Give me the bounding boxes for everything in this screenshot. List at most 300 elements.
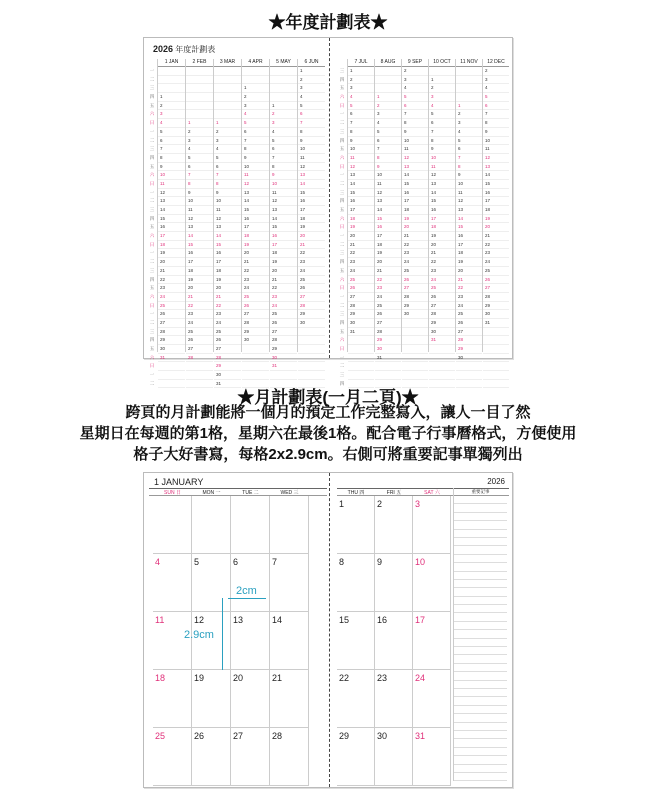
day-cell[interactable]: 26 xyxy=(158,310,185,319)
day-cell[interactable] xyxy=(158,362,185,371)
day-cell[interactable]: 9 xyxy=(270,171,297,180)
day-cell[interactable]: 8 xyxy=(214,180,241,189)
day-cell[interactable]: 12 xyxy=(483,154,509,163)
memo-line[interactable] xyxy=(454,555,507,563)
day-cell[interactable]: 24 xyxy=(298,267,325,276)
day-cell[interactable]: 29 xyxy=(270,345,297,354)
day-cell[interactable]: 1 xyxy=(214,119,241,128)
day-cell[interactable]: 10 xyxy=(402,137,428,146)
day-cell[interactable]: 3 xyxy=(270,119,297,128)
day-cell[interactable]: 16 xyxy=(186,249,213,258)
day-cell[interactable]: 21 xyxy=(402,232,428,241)
day-cell[interactable] xyxy=(456,93,482,102)
day-cell[interactable]: 27 xyxy=(242,310,269,319)
day-cell[interactable]: 19 xyxy=(402,215,428,224)
day-cell[interactable]: 18 xyxy=(483,206,509,215)
day-cell[interactable]: 2 xyxy=(214,128,241,137)
day-cell[interactable]: 24 xyxy=(214,319,241,328)
calendar-day-cell[interactable] xyxy=(192,670,231,728)
day-cell[interactable]: 27 xyxy=(158,319,185,328)
day-cell[interactable] xyxy=(402,354,428,363)
day-cell[interactable]: 6 xyxy=(186,163,213,172)
memo-line[interactable] xyxy=(454,647,507,655)
day-cell[interactable]: 28 xyxy=(402,293,428,302)
day-cell[interactable]: 5 xyxy=(402,93,428,102)
day-cell[interactable]: 2 xyxy=(158,102,185,111)
day-cell[interactable]: 18 xyxy=(375,241,401,250)
day-cell[interactable]: 6 xyxy=(242,128,269,137)
day-cell[interactable]: 14 xyxy=(456,215,482,224)
day-cell[interactable] xyxy=(375,76,401,85)
day-cell[interactable]: 20 xyxy=(158,258,185,267)
day-cell[interactable]: 24 xyxy=(242,284,269,293)
calendar-day-cell[interactable] xyxy=(270,670,309,728)
day-cell[interactable] xyxy=(483,336,509,345)
day-cell[interactable]: 15 xyxy=(429,197,455,206)
day-cell[interactable] xyxy=(186,67,213,76)
day-cell[interactable]: 2 xyxy=(375,102,401,111)
day-cell[interactable] xyxy=(348,345,374,354)
day-cell[interactable]: 12 xyxy=(429,171,455,180)
day-cell[interactable]: 22 xyxy=(186,302,213,311)
day-cell[interactable]: 21 xyxy=(186,293,213,302)
day-cell[interactable] xyxy=(348,371,374,380)
memo-line[interactable] xyxy=(454,639,507,647)
memo-line[interactable] xyxy=(454,513,507,521)
day-cell[interactable] xyxy=(483,362,509,371)
day-cell[interactable] xyxy=(483,354,509,363)
day-cell[interactable]: 9 xyxy=(429,145,455,154)
day-cell[interactable]: 25 xyxy=(242,293,269,302)
day-cell[interactable] xyxy=(270,67,297,76)
day-cell[interactable]: 9 xyxy=(298,137,325,146)
day-cell[interactable]: 18 xyxy=(186,267,213,276)
day-cell[interactable]: 4 xyxy=(429,102,455,111)
day-cell[interactable]: 20 xyxy=(348,232,374,241)
day-cell[interactable]: 19 xyxy=(429,232,455,241)
day-cell[interactable]: 15 xyxy=(242,206,269,215)
day-cell[interactable] xyxy=(186,110,213,119)
day-cell[interactable]: 17 xyxy=(214,258,241,267)
memo-line[interactable] xyxy=(454,739,507,747)
day-cell[interactable]: 13 xyxy=(298,171,325,180)
day-cell[interactable]: 31 xyxy=(270,362,297,371)
day-cell[interactable] xyxy=(402,345,428,354)
day-cell[interactable]: 21 xyxy=(214,293,241,302)
day-cell[interactable]: 6 xyxy=(270,145,297,154)
day-cell[interactable]: 24 xyxy=(456,302,482,311)
day-cell[interactable]: 2 xyxy=(298,76,325,85)
memo-line[interactable] xyxy=(454,681,507,689)
day-cell[interactable]: 24 xyxy=(186,319,213,328)
day-cell[interactable]: 31 xyxy=(375,354,401,363)
day-cell[interactable]: 11 xyxy=(375,180,401,189)
day-cell[interactable] xyxy=(298,362,325,371)
day-cell[interactable]: 4 xyxy=(214,145,241,154)
calendar-day-cell[interactable] xyxy=(231,496,270,554)
day-cell[interactable]: 5 xyxy=(158,128,185,137)
day-cell[interactable] xyxy=(456,67,482,76)
day-cell[interactable]: 19 xyxy=(186,276,213,285)
day-cell[interactable]: 15 xyxy=(483,180,509,189)
day-cell[interactable]: 17 xyxy=(158,232,185,241)
calendar-day-cell[interactable] xyxy=(231,612,270,670)
calendar-day-cell[interactable] xyxy=(375,554,413,612)
day-cell[interactable]: 4 xyxy=(242,110,269,119)
day-cell[interactable]: 25 xyxy=(429,284,455,293)
calendar-day-cell[interactable] xyxy=(153,496,192,554)
day-cell[interactable]: 7 xyxy=(483,110,509,119)
day-cell[interactable]: 18 xyxy=(158,241,185,250)
day-cell[interactable]: 25 xyxy=(186,328,213,337)
day-cell[interactable] xyxy=(456,362,482,371)
day-cell[interactable]: 28 xyxy=(186,354,213,363)
memo-line[interactable] xyxy=(454,496,507,504)
day-cell[interactable]: 18 xyxy=(242,232,269,241)
day-cell[interactable]: 25 xyxy=(402,267,428,276)
day-cell[interactable]: 26 xyxy=(270,319,297,328)
day-cell[interactable]: 28 xyxy=(348,302,374,311)
memo-line[interactable] xyxy=(454,538,507,546)
calendar-day-cell[interactable] xyxy=(270,728,309,786)
memo-line[interactable] xyxy=(454,748,507,756)
day-cell[interactable]: 7 xyxy=(158,145,185,154)
day-cell[interactable] xyxy=(270,76,297,85)
day-cell[interactable]: 22 xyxy=(375,276,401,285)
day-cell[interactable] xyxy=(298,354,325,363)
day-cell[interactable]: 27 xyxy=(348,293,374,302)
day-cell[interactable]: 23 xyxy=(214,310,241,319)
day-cell[interactable]: 3 xyxy=(402,76,428,85)
day-cell[interactable]: 7 xyxy=(242,137,269,146)
day-cell[interactable]: 28 xyxy=(483,293,509,302)
calendar-day-cell[interactable] xyxy=(337,554,375,612)
day-cell[interactable]: 25 xyxy=(270,310,297,319)
day-cell[interactable]: 8 xyxy=(158,154,185,163)
day-cell[interactable]: 5 xyxy=(270,137,297,146)
day-cell[interactable] xyxy=(348,354,374,363)
day-cell[interactable]: 31 xyxy=(483,319,509,328)
memo-line[interactable] xyxy=(454,622,507,630)
day-cell[interactable]: 17 xyxy=(186,258,213,267)
day-cell[interactable]: 31 xyxy=(429,336,455,345)
day-cell[interactable]: 7 xyxy=(402,110,428,119)
day-cell[interactable]: 16 xyxy=(429,206,455,215)
day-cell[interactable]: 14 xyxy=(186,232,213,241)
day-cell[interactable]: 10 xyxy=(158,171,185,180)
day-cell[interactable]: 15 xyxy=(214,241,241,250)
day-cell[interactable]: 8 xyxy=(456,163,482,172)
day-cell[interactable]: 22 xyxy=(214,302,241,311)
day-cell[interactable] xyxy=(456,76,482,85)
day-cell[interactable]: 6 xyxy=(456,145,482,154)
day-cell[interactable] xyxy=(298,328,325,337)
day-cell[interactable]: 12 xyxy=(456,197,482,206)
day-cell[interactable]: 22 xyxy=(270,284,297,293)
day-cell[interactable]: 15 xyxy=(375,215,401,224)
day-cell[interactable] xyxy=(375,84,401,93)
calendar-day-cell[interactable] xyxy=(153,728,192,786)
day-cell[interactable]: 1 xyxy=(186,119,213,128)
day-cell[interactable]: 14 xyxy=(348,180,374,189)
day-cell[interactable]: 8 xyxy=(186,180,213,189)
day-cell[interactable]: 27 xyxy=(483,284,509,293)
day-cell[interactable]: 15 xyxy=(402,180,428,189)
memo-line[interactable] xyxy=(454,597,507,605)
day-cell[interactable]: 17 xyxy=(298,206,325,215)
day-cell[interactable]: 14 xyxy=(298,180,325,189)
day-cell[interactable]: 20 xyxy=(242,249,269,258)
day-cell[interactable]: 29 xyxy=(456,345,482,354)
day-cell[interactable]: 3 xyxy=(375,110,401,119)
day-cell[interactable]: 26 xyxy=(429,293,455,302)
day-cell[interactable]: 24 xyxy=(348,267,374,276)
day-cell[interactable]: 2 xyxy=(483,67,509,76)
day-cell[interactable]: 9 xyxy=(242,154,269,163)
memo-line[interactable] xyxy=(454,605,507,613)
day-cell[interactable]: 22 xyxy=(402,241,428,250)
day-cell[interactable]: 30 xyxy=(270,354,297,363)
day-cell[interactable] xyxy=(158,76,185,85)
day-cell[interactable]: 2 xyxy=(242,93,269,102)
day-cell[interactable] xyxy=(483,345,509,354)
day-cell[interactable] xyxy=(483,328,509,337)
day-cell[interactable]: 14 xyxy=(402,171,428,180)
day-cell[interactable]: 19 xyxy=(348,223,374,232)
day-cell[interactable]: 23 xyxy=(158,284,185,293)
day-cell[interactable]: 5 xyxy=(375,128,401,137)
day-cell[interactable]: 19 xyxy=(456,258,482,267)
day-cell[interactable] xyxy=(214,102,241,111)
calendar-day-cell[interactable] xyxy=(153,554,192,612)
day-cell[interactable] xyxy=(214,110,241,119)
day-cell[interactable]: 29 xyxy=(298,310,325,319)
day-cell[interactable]: 27 xyxy=(298,293,325,302)
day-cell[interactable]: 25 xyxy=(158,302,185,311)
day-cell[interactable]: 11 xyxy=(214,206,241,215)
day-cell[interactable]: 16 xyxy=(270,232,297,241)
day-cell[interactable] xyxy=(456,84,482,93)
day-cell[interactable] xyxy=(456,371,482,380)
day-cell[interactable]: 30 xyxy=(429,328,455,337)
day-cell[interactable]: 11 xyxy=(270,189,297,198)
day-cell[interactable]: 4 xyxy=(270,128,297,137)
calendar-day-cell[interactable] xyxy=(192,554,231,612)
day-cell[interactable] xyxy=(375,371,401,380)
day-cell[interactable] xyxy=(429,371,455,380)
calendar-day-cell[interactable] xyxy=(192,496,231,554)
day-cell[interactable]: 26 xyxy=(214,336,241,345)
calendar-day-cell[interactable] xyxy=(413,728,451,786)
day-cell[interactable]: 17 xyxy=(483,197,509,206)
day-cell[interactable]: 16 xyxy=(348,197,374,206)
day-cell[interactable] xyxy=(298,345,325,354)
day-cell[interactable]: 16 xyxy=(214,249,241,258)
memo-line[interactable] xyxy=(454,563,507,571)
day-cell[interactable]: 19 xyxy=(483,215,509,224)
memo-line[interactable] xyxy=(454,706,507,714)
day-cell[interactable]: 2 xyxy=(270,110,297,119)
day-cell[interactable]: 16 xyxy=(242,215,269,224)
day-cell[interactable]: 30 xyxy=(298,319,325,328)
day-cell[interactable]: 24 xyxy=(429,276,455,285)
day-cell[interactable]: 18 xyxy=(214,267,241,276)
day-cell[interactable]: 21 xyxy=(483,232,509,241)
day-cell[interactable]: 19 xyxy=(298,223,325,232)
day-cell[interactable]: 20 xyxy=(298,232,325,241)
day-cell[interactable] xyxy=(429,67,455,76)
day-cell[interactable]: 22 xyxy=(242,267,269,276)
day-cell[interactable]: 17 xyxy=(456,241,482,250)
day-cell[interactable]: 29 xyxy=(242,328,269,337)
day-cell[interactable]: 30 xyxy=(348,319,374,328)
day-cell[interactable]: 13 xyxy=(158,197,185,206)
day-cell[interactable] xyxy=(242,362,269,371)
day-cell[interactable]: 1 xyxy=(456,102,482,111)
day-cell[interactable]: 13 xyxy=(348,171,374,180)
day-cell[interactable] xyxy=(158,67,185,76)
day-cell[interactable]: 23 xyxy=(242,276,269,285)
calendar-day-cell[interactable] xyxy=(413,554,451,612)
day-cell[interactable]: 3 xyxy=(186,137,213,146)
day-cell[interactable]: 8 xyxy=(429,137,455,146)
calendar-day-cell[interactable] xyxy=(231,728,270,786)
day-cell[interactable]: 10 xyxy=(186,197,213,206)
day-cell[interactable]: 19 xyxy=(375,249,401,258)
day-cell[interactable]: 1 xyxy=(158,93,185,102)
day-cell[interactable]: 5 xyxy=(298,102,325,111)
day-cell[interactable]: 30 xyxy=(402,310,428,319)
day-cell[interactable]: 16 xyxy=(375,223,401,232)
day-cell[interactable]: 29 xyxy=(483,302,509,311)
calendar-day-cell[interactable] xyxy=(270,554,309,612)
day-cell[interactable]: 7 xyxy=(298,119,325,128)
day-cell[interactable]: 17 xyxy=(429,215,455,224)
calendar-day-cell[interactable] xyxy=(270,496,309,554)
day-cell[interactable]: 22 xyxy=(158,276,185,285)
day-cell[interactable]: 20 xyxy=(402,223,428,232)
day-cell[interactable] xyxy=(402,319,428,328)
day-cell[interactable]: 13 xyxy=(186,223,213,232)
day-cell[interactable]: 2 xyxy=(348,76,374,85)
day-cell[interactable]: 11 xyxy=(298,154,325,163)
day-cell[interactable]: 9 xyxy=(483,128,509,137)
day-cell[interactable]: 3 xyxy=(429,93,455,102)
day-cell[interactable] xyxy=(429,345,455,354)
day-cell[interactable]: 23 xyxy=(402,249,428,258)
day-cell[interactable] xyxy=(242,371,269,380)
day-cell[interactable]: 30 xyxy=(375,345,401,354)
day-cell[interactable]: 19 xyxy=(270,258,297,267)
day-cell[interactable]: 13 xyxy=(242,189,269,198)
day-cell[interactable]: 13 xyxy=(456,206,482,215)
day-cell[interactable]: 8 xyxy=(242,145,269,154)
day-cell[interactable]: 21 xyxy=(158,267,185,276)
day-cell[interactable]: 26 xyxy=(186,336,213,345)
day-cell[interactable] xyxy=(186,84,213,93)
day-cell[interactable]: 10 xyxy=(483,137,509,146)
day-cell[interactable] xyxy=(402,362,428,371)
day-cell[interactable]: 5 xyxy=(214,154,241,163)
day-cell[interactable]: 2 xyxy=(402,67,428,76)
day-cell[interactable]: 7 xyxy=(186,171,213,180)
day-cell[interactable]: 10 xyxy=(348,145,374,154)
day-cell[interactable]: 10 xyxy=(456,180,482,189)
day-cell[interactable]: 12 xyxy=(270,197,297,206)
day-cell[interactable] xyxy=(402,328,428,337)
day-cell[interactable]: 14 xyxy=(483,171,509,180)
day-cell[interactable]: 3 xyxy=(158,110,185,119)
day-cell[interactable]: 23 xyxy=(348,258,374,267)
day-cell[interactable]: 10 xyxy=(429,154,455,163)
calendar-day-cell[interactable] xyxy=(153,612,192,670)
day-cell[interactable]: 8 xyxy=(298,128,325,137)
day-cell[interactable]: 6 xyxy=(402,102,428,111)
day-cell[interactable]: 19 xyxy=(158,249,185,258)
day-cell[interactable]: 26 xyxy=(483,276,509,285)
day-cell[interactable]: 18 xyxy=(270,249,297,258)
day-cell[interactable]: 6 xyxy=(483,102,509,111)
day-cell[interactable]: 12 xyxy=(375,189,401,198)
day-cell[interactable]: 30 xyxy=(214,371,241,380)
day-cell[interactable]: 27 xyxy=(375,319,401,328)
day-cell[interactable]: 20 xyxy=(429,241,455,250)
day-cell[interactable]: 1 xyxy=(429,76,455,85)
day-cell[interactable]: 21 xyxy=(298,241,325,250)
day-cell[interactable]: 1 xyxy=(348,67,374,76)
calendar-day-cell[interactable] xyxy=(192,612,231,670)
day-cell[interactable]: 11 xyxy=(483,145,509,154)
day-cell[interactable]: 29 xyxy=(214,362,241,371)
calendar-day-cell[interactable] xyxy=(337,496,375,554)
day-cell[interactable]: 20 xyxy=(270,267,297,276)
day-cell[interactable]: 29 xyxy=(402,302,428,311)
day-cell[interactable]: 13 xyxy=(375,197,401,206)
day-cell[interactable]: 15 xyxy=(186,241,213,250)
day-cell[interactable]: 16 xyxy=(402,189,428,198)
day-cell[interactable]: 20 xyxy=(186,284,213,293)
day-cell[interactable]: 6 xyxy=(429,119,455,128)
day-cell[interactable]: 6 xyxy=(214,163,241,172)
day-cell[interactable]: 7 xyxy=(270,154,297,163)
day-cell[interactable]: 17 xyxy=(402,197,428,206)
day-cell[interactable]: 15 xyxy=(298,189,325,198)
day-cell[interactable]: 14 xyxy=(242,197,269,206)
day-cell[interactable]: 14 xyxy=(429,189,455,198)
day-cell[interactable]: 21 xyxy=(270,276,297,285)
day-cell[interactable] xyxy=(214,67,241,76)
day-cell[interactable] xyxy=(402,371,428,380)
day-cell[interactable]: 31 xyxy=(348,328,374,337)
day-cell[interactable] xyxy=(186,362,213,371)
calendar-day-cell[interactable] xyxy=(375,670,413,728)
day-cell[interactable]: 12 xyxy=(348,163,374,172)
day-cell[interactable]: 7 xyxy=(375,145,401,154)
day-cell[interactable] xyxy=(242,76,269,85)
day-cell[interactable]: 9 xyxy=(158,163,185,172)
day-cell[interactable]: 20 xyxy=(214,284,241,293)
memo-line[interactable] xyxy=(454,504,507,512)
day-cell[interactable] xyxy=(483,371,509,380)
day-cell[interactable]: 10 xyxy=(242,163,269,172)
memo-line[interactable] xyxy=(454,697,507,705)
day-cell[interactable]: 11 xyxy=(429,163,455,172)
day-cell[interactable]: 2 xyxy=(186,128,213,137)
day-cell[interactable]: 18 xyxy=(456,249,482,258)
day-cell[interactable]: 6 xyxy=(348,110,374,119)
memo-line[interactable] xyxy=(454,731,507,739)
day-cell[interactable]: 23 xyxy=(186,310,213,319)
